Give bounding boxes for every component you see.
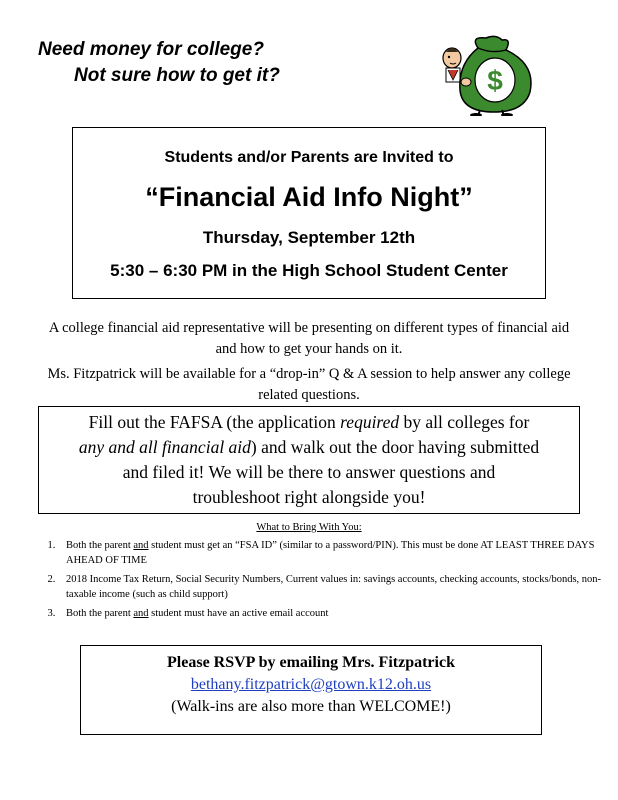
fafsa-line-1: Fill out the FAFSA (the application required by all colleges for	[88, 412, 530, 432]
fafsa-required: required	[340, 412, 400, 432]
rsvp-box	[80, 645, 542, 735]
fafsa-any-aid: any and all financial aid	[78, 437, 251, 457]
info-paragraph-1: A college financial aid representative will be presenting on different types of financial aid and how to get your hands on it.	[48, 320, 570, 357]
headline-line-2: Not sure how to get it?	[74, 65, 280, 86]
rsvp-title: Please RSVP by emailing Mrs. Fitzpatrick	[167, 654, 455, 671]
info-paragraph-2: Ms. Fitzpatrick will be available for a “drop-in” Q & A session to help answer any college related questions.	[47, 366, 571, 403]
dollar-sign: $	[487, 65, 503, 96]
invitation-box	[72, 127, 546, 299]
event-time-place: 5:30 – 6:30 PM in the High School Student Center	[110, 261, 508, 280]
fafsa-line-3: and filed it! We will be there to answer questions and	[122, 462, 496, 482]
event-date: Thursday, September 12th	[202, 228, 416, 247]
fafsa-line-2: any and all financial aid) and walk out the door having submitted	[78, 437, 540, 457]
headline-line-1: Need money for college?	[38, 39, 264, 60]
bring-list	[36, 538, 618, 625]
fafsa-box	[38, 406, 580, 514]
rsvp-walkins-note: (Walk-ins are also more than WELCOME!)	[171, 698, 451, 715]
rsvp-email-link[interactable]: bethany.fitzpatrick@gtown.k12.oh.us	[190, 676, 432, 693]
list-item: 1. Both the parent and student must get an “FSA ID” (similar to a password/PIN). This must be done AT LEAST THREE DAYS AHEAD OF TIME	[58, 538, 618, 568]
fafsa-line-4: troubleshoot right alongside you!	[192, 487, 426, 507]
bring-list-title: What to Bring With You:	[256, 522, 362, 533]
invite-line: Students and/or Parents are Invited to	[164, 149, 454, 166]
event-title: “Financial Aid Info Night”	[145, 182, 473, 212]
money-bag-man-icon	[440, 30, 550, 116]
list-item: 2. 2018 Income Tax Return, Social Security Numbers, Current values in: savings accounts, checking accounts, stocks/bonds, non-taxable income (such as child support)	[58, 572, 618, 602]
list-item: 3. Both the parent and student must have an active email account	[58, 606, 618, 621]
